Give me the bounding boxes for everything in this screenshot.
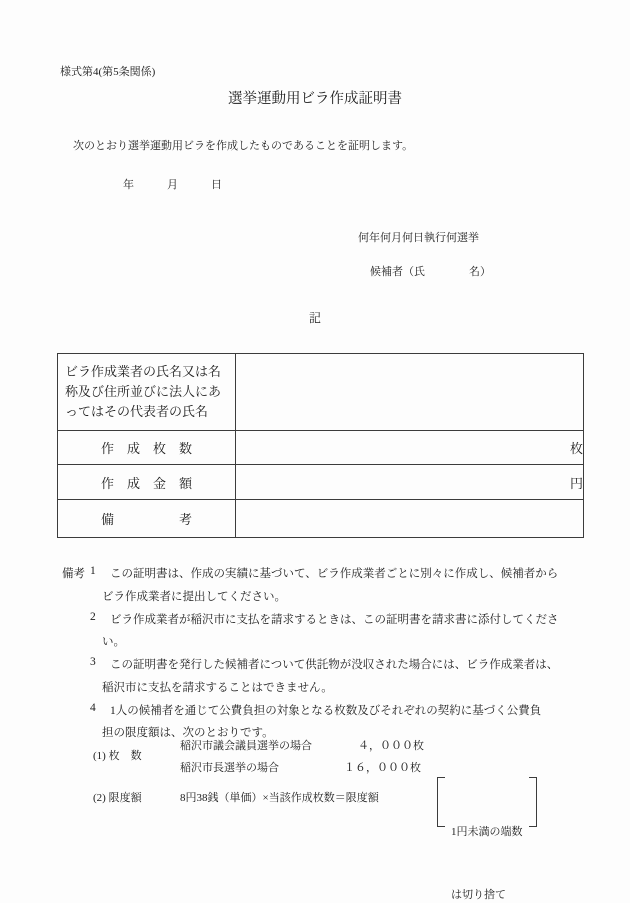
note-line-3	[0, 656, 630, 671]
ki-heading: 記	[308, 311, 321, 325]
election-name-line: 何年何月何日執行何選挙	[358, 232, 479, 244]
sub2-formula: 8円38銭（単価）×当該作成枚数＝限度額	[180, 792, 379, 804]
note-number-1: 1	[90, 565, 96, 577]
form-number-label: 様式第4(第5条関係)	[60, 66, 156, 78]
notes-heading: 備考	[62, 568, 85, 580]
note-line-2b	[0, 633, 630, 648]
rounding-note-bracket	[437, 777, 537, 901]
sub1-row1-value: ４，０００枚	[358, 740, 424, 752]
table-row-remarks	[58, 500, 584, 538]
note-number-2: 2	[90, 611, 96, 623]
note-text-3-cont: 稲沢市に支払を請求することはできません。	[102, 682, 333, 694]
maker-label-line3: ってはその代表者の氏名	[65, 404, 209, 419]
note-text-3: この証明書を発行した候補者について供託物が没収された場合には、ビラ作成業者は、	[110, 659, 559, 671]
certificate-table	[57, 353, 584, 538]
remarks-label: 備 考	[58, 500, 236, 538]
sub2-label: (2) 限度額	[93, 792, 142, 804]
created-count-unit: 枚	[236, 431, 584, 465]
remarks-value-cell	[236, 500, 584, 538]
note-number-3: 3	[90, 656, 96, 668]
note-line-4	[0, 702, 630, 717]
note-text-2: ビラ作成業者が稲沢市に支払を請求するときは、この証明書を請求書に添付してくださ	[110, 614, 559, 626]
note-text-1-cont: ビラ作成業者に提出してください。	[102, 591, 286, 603]
sub1-row1-desc: 稲沢市議会議員選挙の場合	[180, 740, 312, 752]
sub1-row2-desc: 稲沢市長選挙の場合	[180, 762, 279, 774]
date-line: 年 月 日	[123, 179, 222, 191]
created-count-label: 作 成 枚 数	[58, 431, 236, 465]
rounding-note-line1: 1円未満の端数	[451, 826, 523, 838]
note-number-4: 4	[90, 702, 96, 714]
note-text-1: この証明書は、作成の実績に基づいて、ビラ作成業者ごとに別々に作成し、候補者から	[110, 568, 559, 580]
left-bracket	[437, 777, 445, 827]
table-row-maker	[58, 354, 584, 431]
document-title: 選挙運動用ビラ作成証明書	[228, 91, 402, 107]
table-row-amount	[58, 465, 584, 500]
note-line-4b	[0, 724, 630, 739]
note-line-3b	[0, 679, 630, 694]
table-row-count	[58, 431, 584, 465]
maker-label-line1: ビラ作成業者の氏名又は名	[65, 364, 222, 379]
sub1-label: (1) 枚 数	[93, 750, 142, 762]
note-line-1b	[0, 588, 630, 603]
maker-name-label-cell	[58, 354, 236, 431]
created-amount-label: 作 成 金 額	[58, 465, 236, 500]
rounding-note-line2: は切り捨て	[451, 889, 506, 901]
candidate-name-line: 候補者（氏 名）	[370, 266, 491, 278]
created-amount-unit: 円	[236, 465, 584, 500]
maker-label-line2: 称及び住所並びに法人にあ	[65, 384, 222, 399]
maker-name-value-cell	[236, 354, 584, 431]
note-text-2-cont: い。	[102, 636, 125, 648]
note-line-2	[0, 611, 630, 626]
note-line-1	[0, 565, 630, 580]
sub1-row2-value: １６，０００枚	[344, 762, 421, 774]
note-text-4: 1人の候補者を通じて公費負担の対象となる枚数及びそれぞれの契約に基づく公費負	[110, 705, 542, 717]
intro-text: 次のとおり選挙運動用ビラを作成したものであることを証明します。	[73, 140, 414, 152]
right-bracket	[529, 777, 537, 827]
note-text-4-cont: 担の限度額は、次のとおりです。	[102, 727, 274, 739]
